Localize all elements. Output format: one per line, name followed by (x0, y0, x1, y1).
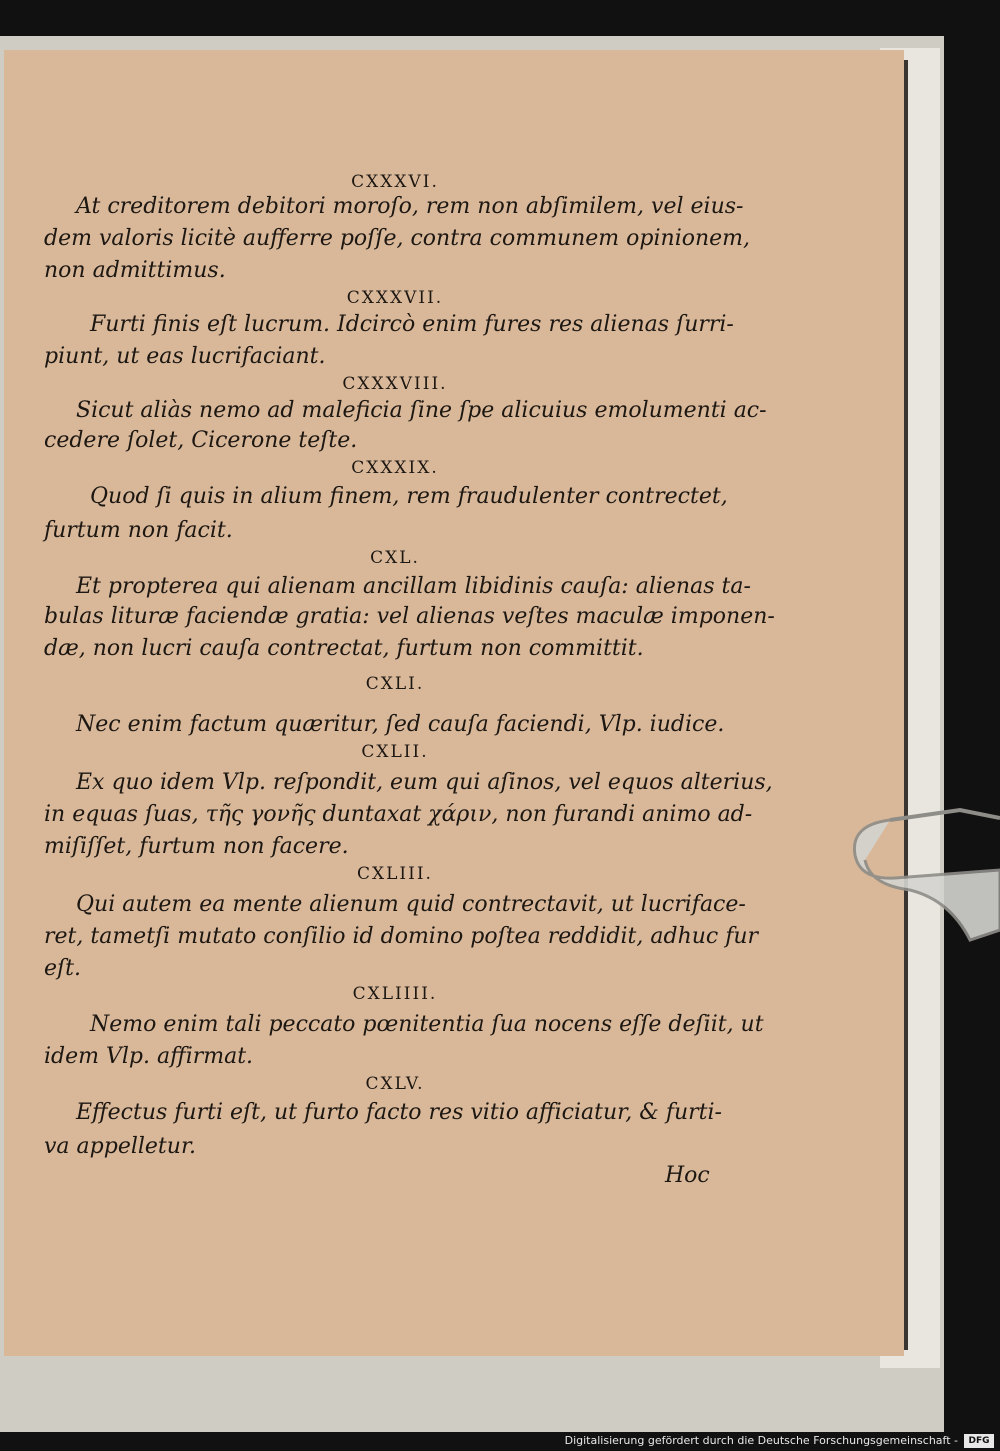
entry-number: CXXXIX. (351, 458, 439, 478)
entry-number: CXLIII. (357, 864, 433, 884)
entry-line: cedere ſolet, Cicerone teſte. (44, 428, 358, 453)
entry-line: Qui autem ea mente alienum quid contrectavit, ut lucriface- (76, 892, 746, 917)
entry-number: CXL. (370, 548, 420, 568)
entry-line: miſiſſet, furtum non facere. (44, 834, 349, 859)
entry-line: At creditorem debitori moroſo, rem non abſimilem, vel eius- (76, 194, 744, 219)
entry-number: CXXXVI. (351, 172, 439, 192)
entry-line: va appelletur. (44, 1134, 197, 1159)
entry-line: non admittimus. (44, 258, 226, 283)
entry-line: bulas lituræ faciendæ gratia: vel alienas veſtes maculæ imponen- (44, 604, 775, 629)
entry-line: dæ, non lucri cauſa contrectat, furtum non committit. (44, 636, 644, 661)
entry-line: dem valoris licitè aufferre poſſe, contra communem opinionem, (44, 226, 751, 251)
entry-line: furtum non facit. (44, 518, 233, 543)
entry-line: piunt, ut eas lucrifaciant. (44, 344, 326, 369)
entry-line: Furti finis eſt lucrum. Idcircò enim fures res alienas ſurri- (90, 312, 734, 337)
entry-line: idem Vlp. affirmat. (44, 1044, 254, 1069)
footer-bar (0, 1432, 1000, 1451)
entry-line: ret, tametſi mutato conſilio id domino poſtea reddidit, adhuc fur (44, 924, 759, 949)
entry-line: in equas ſuas, τῆς γονῆς duntaxat χάριν, non furandi animo ad- (44, 802, 753, 827)
entry-line: Nec enim factum quæritur, ſed cauſa faciendi, Vlp. iudice. (76, 712, 725, 737)
catchword: Hoc (665, 1163, 710, 1188)
paper-clip (850, 790, 1000, 950)
entry-line: Quod ſi quis in alium finem, rem fraudulenter contrectet, (90, 484, 728, 509)
entry-line: Et propterea qui alienam ancillam libidinis cauſa: alienas ta- (76, 574, 751, 599)
dfg-logo: DFG (964, 1434, 994, 1448)
entry-number: CXLV. (365, 1074, 425, 1094)
entry-line: Effectus furti eſt, ut furto facto res vitio afficiatur, & furti- (76, 1100, 722, 1125)
entry-line: eſt. (44, 956, 81, 981)
entry-number: CXXXVII. (346, 288, 444, 308)
funding-notice: Digitalisierung gefördert durch die Deutsche Forschungsgemeinschaft - (564, 1434, 958, 1447)
entry-number: CXLI. (365, 674, 425, 694)
entry-number: CXLII. (361, 742, 429, 762)
entry-number: CXXXVIII. (342, 374, 448, 394)
entry-line: Nemo enim tali peccato pœnitentia ſua nocens eſſe deſiit, ut (90, 1012, 764, 1037)
entry-line: Sicut aliàs nemo ad maleficia ſine ſpe alicuius emolumenti ac- (76, 398, 767, 423)
entry-number: CXLIIII. (352, 984, 438, 1004)
entry-line: Ex quo idem Vlp. reſpondit, eum qui aſinos, vel equos alterius, (76, 770, 773, 795)
